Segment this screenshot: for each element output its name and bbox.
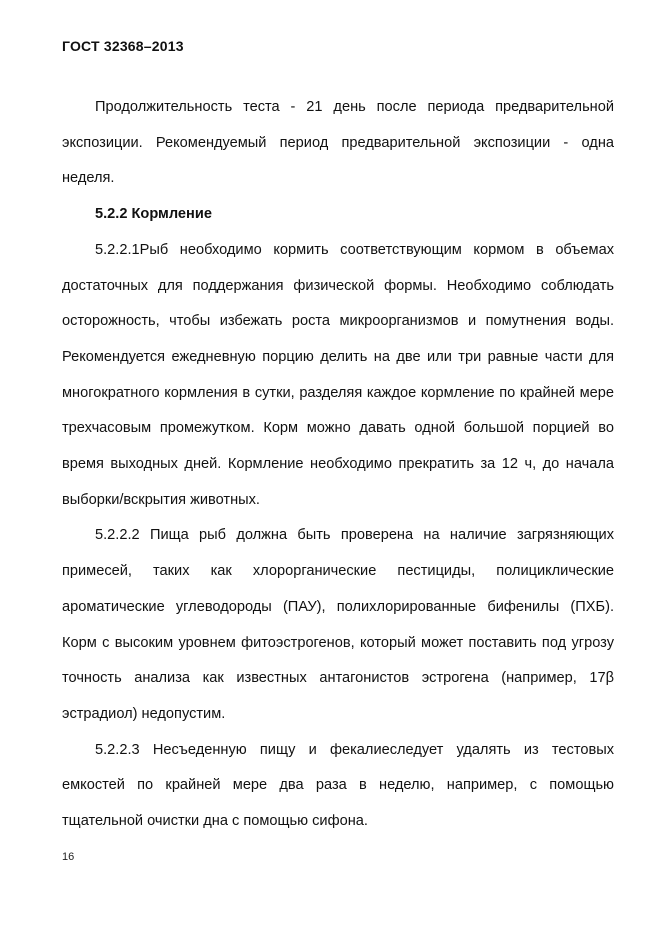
document-header-standard: ГОСТ 32368–2013 — [62, 38, 184, 54]
document-body — [62, 90, 614, 840]
paragraph-5-2-2-3: 5.2.2.3 Несъеденную пищу и фекалиеследует удалять из тестовых емкостей по крайней мере два раза в неделю, например, с помощью тщательной очистки дна с помощью сифона. — [62, 741, 614, 830]
paragraph-5-2-2-2: 5.2.2.2 Пища рыб должна быть проверена на наличие загрязняющих примесей, таких как хлорорганические пестициды, полициклические ароматические углеводороды (ПАУ), полихлорированные бифенилы (ПХБ). Корм с высоким уровнем фитоэстрогенов, который может поставить под угрозу точность анализа как известных антагонистов эстрогена (например, 17β эстрадиол) недопустим. — [62, 527, 614, 722]
page-number: 16 — [62, 851, 75, 863]
paragraph-test-duration: Продолжительность теста - 21 день после периода предварительной экспозиции. Рекомендуемый период предварительной экспозиции - одна неделя. — [62, 99, 614, 187]
section-heading-feeding: 5.2.2 Кормление — [95, 206, 212, 223]
paragraph-5-2-2-1: 5.2.2.1Рыб необходимо кормить соответствующим кормом в объемах достаточных для поддержания физической формы. Необходимо соблюдать осторожность, чтобы избежать роста микроорганизмов и помутнения воды. Рекомендуется ежедневную порцию делить на две или три равные части для многократного кормления в сутки, разделяя каждое кормление по крайней мере трехчасовым промежутком. Корм можно давать одной большой порцией во время выходных дней. Кормление необходимо прекратить за 12 ч, до начала выборки/вскрытия животных. — [62, 241, 614, 508]
